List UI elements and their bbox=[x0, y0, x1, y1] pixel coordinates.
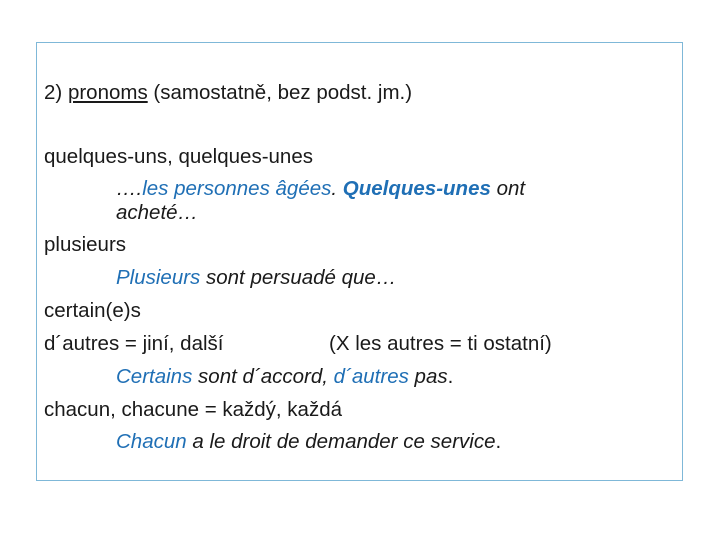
chacun-ex-dot: . bbox=[495, 430, 502, 453]
quelques-ex-rest: ont bbox=[490, 177, 526, 200]
autres-example bbox=[116, 365, 453, 389]
quelques-example bbox=[116, 177, 525, 201]
plusieurs-ex-rest: sont persuadé que… bbox=[200, 266, 397, 289]
heading-term: pronoms bbox=[67, 81, 148, 104]
autres-ex-rest: pas bbox=[408, 365, 448, 388]
autres-ex-subject2: d´autres bbox=[333, 365, 409, 388]
heading-line bbox=[44, 81, 412, 105]
plusieurs-example bbox=[116, 266, 396, 290]
heading-number: 2) bbox=[44, 81, 63, 104]
heading-note: (samostatně, bez podst. jm.) bbox=[153, 81, 413, 104]
quelques-ex-prefix: …. bbox=[116, 177, 143, 200]
autres-ex-dot: . bbox=[447, 365, 454, 388]
quelques-ex-phrase: les personnes âgées bbox=[142, 177, 332, 200]
quelques-ex-dot: . bbox=[331, 177, 338, 200]
quelques-ex-subject: Quelques-unes bbox=[342, 177, 491, 200]
autres-contrast: (X les autres = ti ostatní) bbox=[329, 332, 552, 355]
autres-ex-mid: sont d´accord, bbox=[192, 365, 334, 388]
autres-form: d´autres = jiní, další bbox=[44, 332, 224, 355]
certain-form: certain(e)s bbox=[44, 299, 141, 322]
chacun-example bbox=[116, 430, 501, 454]
quelques-forms: quelques-uns, quelques-unes bbox=[44, 145, 313, 168]
quelques-ex-continuation: acheté… bbox=[116, 201, 199, 224]
plusieurs-form: plusieurs bbox=[44, 233, 127, 256]
chacun-ex-rest: a le droit de demander ce service bbox=[186, 430, 496, 453]
autres-ex-subject1: Certains bbox=[116, 365, 193, 388]
chacun-ex-subject: Chacun bbox=[116, 430, 187, 453]
plusieurs-ex-subject: Plusieurs bbox=[116, 266, 201, 289]
chacun-form: chacun, chacune = každý, každá bbox=[44, 398, 343, 421]
